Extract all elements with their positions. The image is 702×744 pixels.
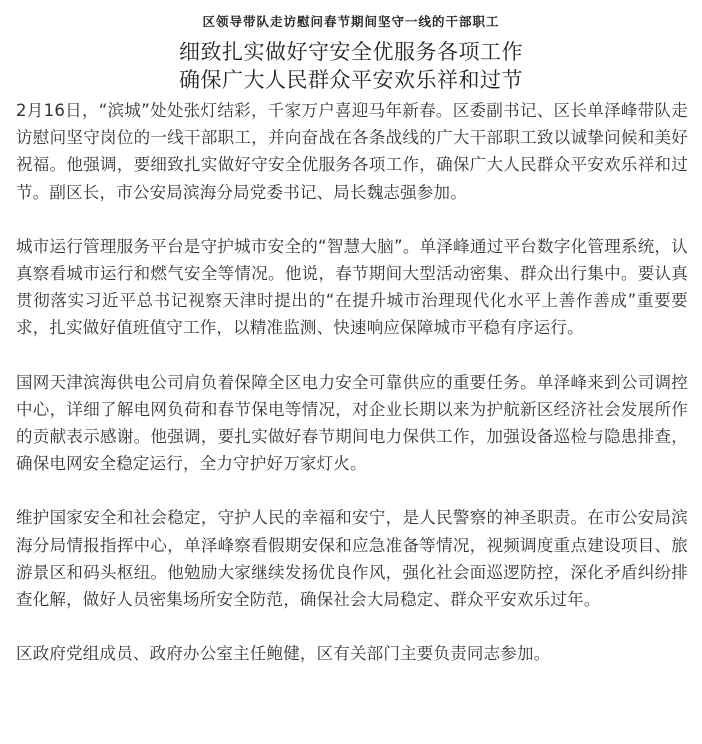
paragraph-attendees: 区政府党组成员、政府办公室主任鲍健，区有关部门主要负责同志参加。	[16, 644, 551, 664]
article-kicker: 区领导带队走访慰问春节期间坚守一线的干部职工	[202, 14, 500, 29]
article-title-line-2: 确保广大人民群众平安欢乐祥和过节	[179, 68, 523, 92]
paragraph-city-platform: 城市运行管理服务平台是守护城市安全的“智慧大脑”。单泽峰通过平台数字化管理系统，认真察看城市运行和燃气安全等情况。他说，春节期间大型活动密集、群众出行集中。要认真贯彻落实习近平总书记视察天津时提出的“在提升城市治理现代化水平上善作善成”重要要求，扎实做好值班值守工作，以精准监测、快速响应保障城市平稳有序运行。	[16, 236, 688, 338]
paragraph-power-supply: 国网天津滨海供电公司肩负着保障全区电力安全可靠供应的重要任务。单泽峰来到公司调控中心，详细了解电网负荷和春节保电等情况，对企业长期以来为护航新区经济社会发展所作的贡献表示感谢。他强调，要扎实做好春节期间电力保供工作，加强设备巡检与隐患排查，确保电网安全稳定运行，全力守护好万家灯火。	[16, 372, 688, 474]
paragraph-intro: 2月16日，“滨城”处处张灯结彩，千家万户喜迎马年新春。区委副书记、区长单泽峰带队走访慰问坚守岗位的一线干部职工，并向奋战在各条战线的广大干部职工致以诚挚问候和美好祝福。他强调，要细致扎实做好守安全优服务各项工作，确保广大人民群众平安欢乐祥和过节。副区长，市公安局滨海分局党委书记、局长魏志强参加。	[16, 101, 688, 202]
article-body	[16, 97, 688, 694]
paragraph-police: 维护国家安全和社会稳定，守护人民的幸福和安宁，是人民警察的神圣职责。在市公安局滨海分局情报指挥中心，单泽峰察看假期安保和应急准备等情况，视频调度重点建设项目、旅游景区和码头枢纽。他勉励大家继续发扬优良作风，强化社会面巡逻防控，深化矛盾纠纷排查化解，做好人员密集场所安全防范，确保社会大局稳定、群众平安欢乐过年。	[16, 508, 688, 610]
article-title-line-1: 细致扎实做好守安全优服务各项工作	[179, 40, 523, 64]
